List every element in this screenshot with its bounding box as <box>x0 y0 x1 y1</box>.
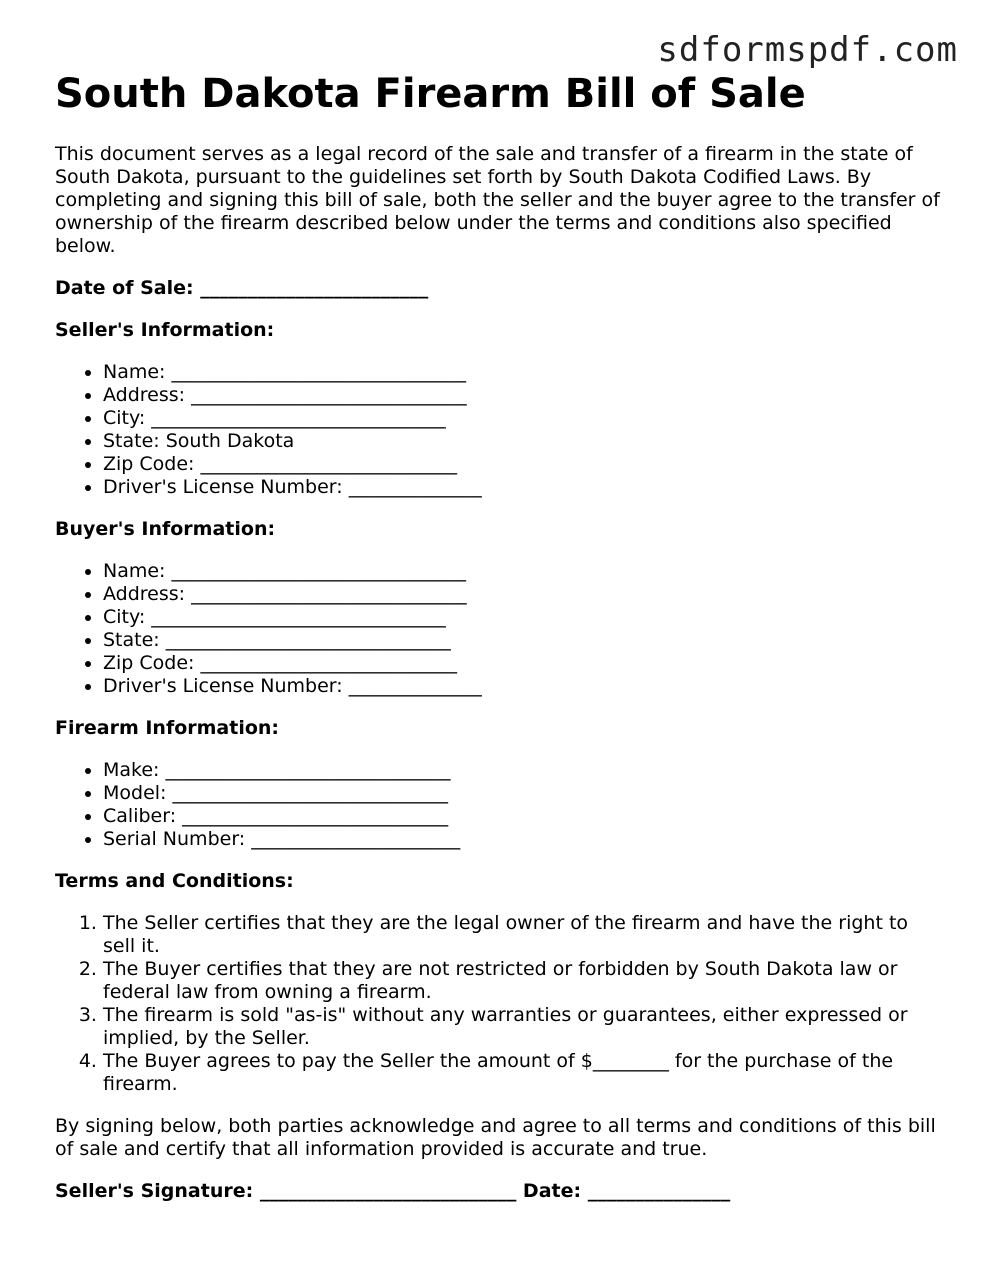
seller-name-field: • Name: _______________________________ <box>103 361 945 384</box>
buyer-zip-field: • Zip Code: ___________________________ <box>103 652 945 675</box>
date-of-sale-field: Date of Sale: ________________________ <box>55 277 429 299</box>
acknowledgement-paragraph: By signing below, both parties acknowledge and agree to all terms and conditions of this bill of sale and certify that all information provided is accurate and true. <box>55 1115 936 1160</box>
firearm-heading: Firearm Information: <box>55 717 280 739</box>
watermark: sdformspdf.com <box>657 30 958 70</box>
buyer-info-list <box>55 560 945 698</box>
buyer-address-field: • Address: _____________________________ <box>103 583 945 606</box>
terms-list <box>55 912 945 1096</box>
buyer-heading: Buyer's Information: <box>55 518 276 540</box>
firearm-serial-field: • Serial Number: ______________________ <box>103 828 945 851</box>
seller-license-field: • Driver's License Number: ______________ <box>103 476 945 499</box>
firearm-info-list <box>55 759 945 851</box>
page-title: South Dakota Firearm Bill of Sale <box>55 71 806 117</box>
seller-zip-field: • Zip Code: ___________________________ <box>103 453 945 476</box>
seller-city-field: • City: _______________________________ <box>103 407 945 430</box>
intro-paragraph: This document serves as a legal record of the sale and transfer of a firearm in the state of South Dakota, pursuant to the guidelines set forth by South Dakota Codified Laws. By completing and signing this bill of sale, both the seller and the buyer agree to the transfer of ownership of the firearm described below under the terms and conditions also specified below. <box>55 143 940 257</box>
seller-info-list <box>55 361 945 499</box>
buyer-license-field: • Driver's License Number: ______________ <box>103 675 945 698</box>
terms-heading: Terms and Conditions: <box>55 870 294 892</box>
term-item: 2. The Buyer certifies that they are not restricted or forbidden by South Dakota law or federal law from owning a firearm. <box>103 958 945 1004</box>
signature-line: Seller's Signature: ___________________________ Date: _______________ <box>55 1180 731 1202</box>
firearm-caliber-field: • Caliber: ____________________________ <box>103 805 945 828</box>
term-item: 3. The firearm is sold "as-is" without any warranties or guarantees, either expressed or implied, by the Seller. <box>103 1004 945 1050</box>
firearm-model-field: • Model: _____________________________ <box>103 782 945 805</box>
form-content <box>55 277 945 1222</box>
firearm-make-field: • Make: ______________________________ <box>103 759 945 782</box>
term-item: 1. The Seller certifies that they are the legal owner of the firearm and have the right to sell it. <box>103 912 945 958</box>
seller-heading: Seller's Information: <box>55 319 275 341</box>
buyer-state-field: • State: ______________________________ <box>103 629 945 652</box>
buyer-city-field: • City: _______________________________ <box>103 606 945 629</box>
buyer-name-field: • Name: _______________________________ <box>103 560 945 583</box>
seller-state-field: • State: South Dakota <box>103 430 945 453</box>
seller-address-field: • Address: _____________________________ <box>103 384 945 407</box>
term-item: 4. The Buyer agrees to pay the Seller the amount of $________ for the purchase of the firearm. <box>103 1050 945 1096</box>
